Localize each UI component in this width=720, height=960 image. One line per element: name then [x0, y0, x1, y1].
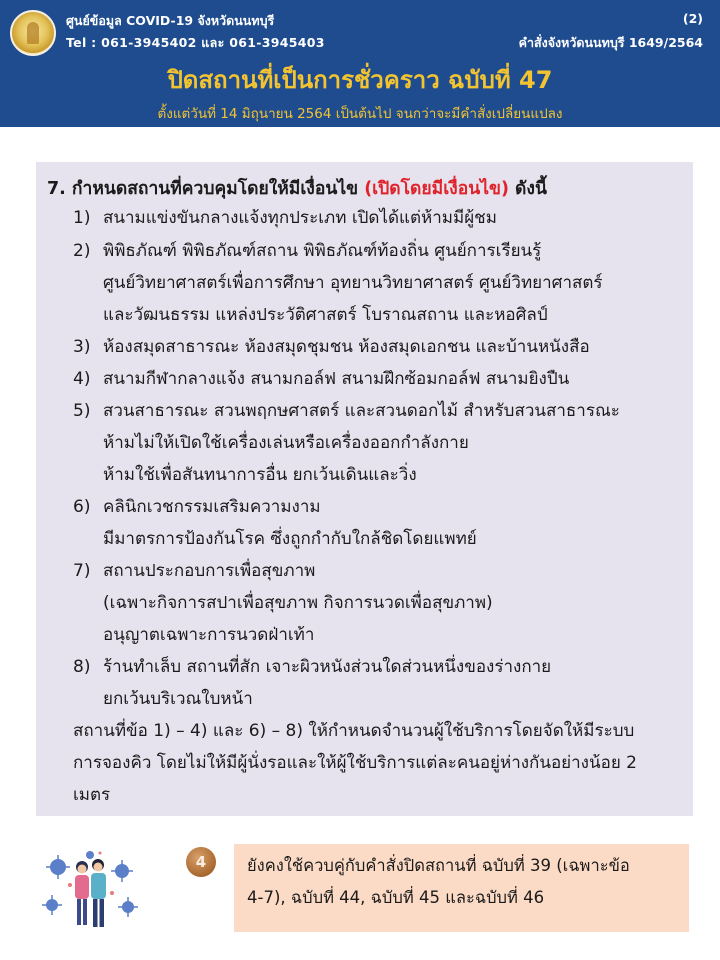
provincial-seal-logo	[10, 10, 56, 56]
page-number: (2)	[682, 11, 703, 26]
item-line: สถานประกอบการเพื่อสุขภาพ	[103, 561, 316, 581]
item-number: 6)	[73, 497, 91, 517]
header-banner	[0, 0, 720, 127]
people-virus-illustration	[40, 845, 140, 933]
note-line: 4-7), ฉบับที่ 44, ฉบับที่ 45 และฉบับที่ 46	[247, 888, 545, 907]
footer-line: การจองคิว โดยไม่ให้มีผู้นั่งรอและให้ผู้ใช้บริการแต่ละคนอยู่ห่างกันอย่างน้อย 2	[73, 753, 637, 773]
item-line: ห้ามใช้เพื่อสันทนาการอื่น ยกเว้นเดินและวิ่ง	[103, 465, 417, 485]
item-number: 5)	[73, 401, 91, 421]
section-title	[47, 174, 547, 202]
item-line: ห้ามไม่ให้เปิดใช้เครื่องเล่นหรือเครื่องออกกำลังกาย	[103, 433, 469, 453]
section-title-suffix: ดังนี้	[508, 179, 547, 199]
item-line: ร้านทำเล็บ สถานที่สัก เจาะผิวหนังส่วนใดส่วนหนึ่งของร่างกาย	[103, 657, 552, 677]
item-line: พิพิธภัณฑ์ พิพิธภัณฑ์สถาน พิพิธภัณฑ์ท้องถิ่น ศูนย์การเรียนรู้	[103, 241, 542, 261]
order-number: คำสั่งจังหวัดนนทบุรี 1649/2564	[518, 35, 703, 50]
note-box	[234, 844, 689, 932]
footer-line: เมตร	[73, 785, 111, 805]
item-line: อนุญาตเฉพาะการนวดฝ่าเท้า	[103, 625, 315, 645]
note-line: ยังคงใช้ควบคู่กับคำสั่งปิดสถานที่ ฉบับที่ 39 (เฉพาะข้อ	[247, 856, 630, 875]
org-name: ศูนย์ข้อมูล COVID-19 จังหวัดนนทบุรี	[66, 13, 275, 28]
org-telephone: Tel : 061-3945402 และ 061-3945403	[66, 35, 325, 50]
item-line: ศูนย์วิทยาศาสตร์เพื่อการศึกษา อุทยานวิทยาศาสตร์ ศูนย์วิทยาศาสตร์	[103, 273, 603, 293]
item-line: และวัฒนธรรม แหล่งประวัติศาสตร์ โบราณสถาน และหอศิลป์	[103, 305, 548, 325]
section-title-prefix: 7. กำหนดสถานที่ควบคุมโดยให้มีเงื่อนไข	[47, 179, 365, 199]
item-line: สนามแข่งขันกลางแจ้งทุกประเภท เปิดได้แต่ห้ามมีผู้ชม	[103, 208, 497, 228]
measures-content-box	[36, 162, 693, 816]
item-line: ห้องสมุดสาธารณะ ห้องสมุดชุมชน ห้องสมุดเอกชน และบ้านหนังสือ	[103, 337, 590, 357]
item-line: คลินิกเวชกรรมเสริมความงาม	[103, 497, 321, 517]
virus-icon	[46, 851, 134, 913]
item-number: 2)	[73, 241, 91, 261]
item-line: สนามกีฬากลางแจ้ง สนามกอล์ฟ สนามฝึกซ้อมกอล์ฟ สนามยิงปืน	[103, 369, 570, 389]
item-number: 7)	[73, 561, 91, 581]
item-line: สวนสาธารณะ สวนพฤกษศาสตร์ และสวนดอกไม้ สำหรับสวนสาธารณะ	[103, 401, 620, 421]
item-number: 3)	[73, 337, 91, 357]
section-title-highlight: (เปิดโดยมีเงื่อนไข)	[364, 179, 509, 199]
note-number-badge: 4	[186, 847, 216, 877]
item-number: 8)	[73, 657, 91, 677]
page-title: ปิดสถานที่เป็นการชั่วคราว ฉบับที่ 47	[167, 66, 553, 94]
footer-line: สถานที่ข้อ 1) – 4) และ 6) – 8) ให้กำหนดจำนวนผู้ใช้บริการโดยจัดให้มีระบบ	[73, 721, 635, 741]
item-line: (เฉพาะกิจการสปาเพื่อสุขภาพ กิจการนวดเพื่อสุขภาพ)	[103, 593, 493, 613]
item-line: ยกเว้นบริเวณใบหน้า	[103, 689, 253, 709]
item-number: 4)	[73, 369, 91, 389]
page-subtitle: ตั้งแต่วันที่ 14 มิถุนายน 2564 เป็นต้นไป จนกว่าจะมีคำสั่งเปลี่ยนแปลง	[157, 106, 563, 122]
item-line: มีมาตรการป้องกันโรค ซึ่งถูกกำกับใกล้ชิดโดยแพทย์	[103, 529, 477, 549]
item-number: 1)	[73, 208, 91, 228]
